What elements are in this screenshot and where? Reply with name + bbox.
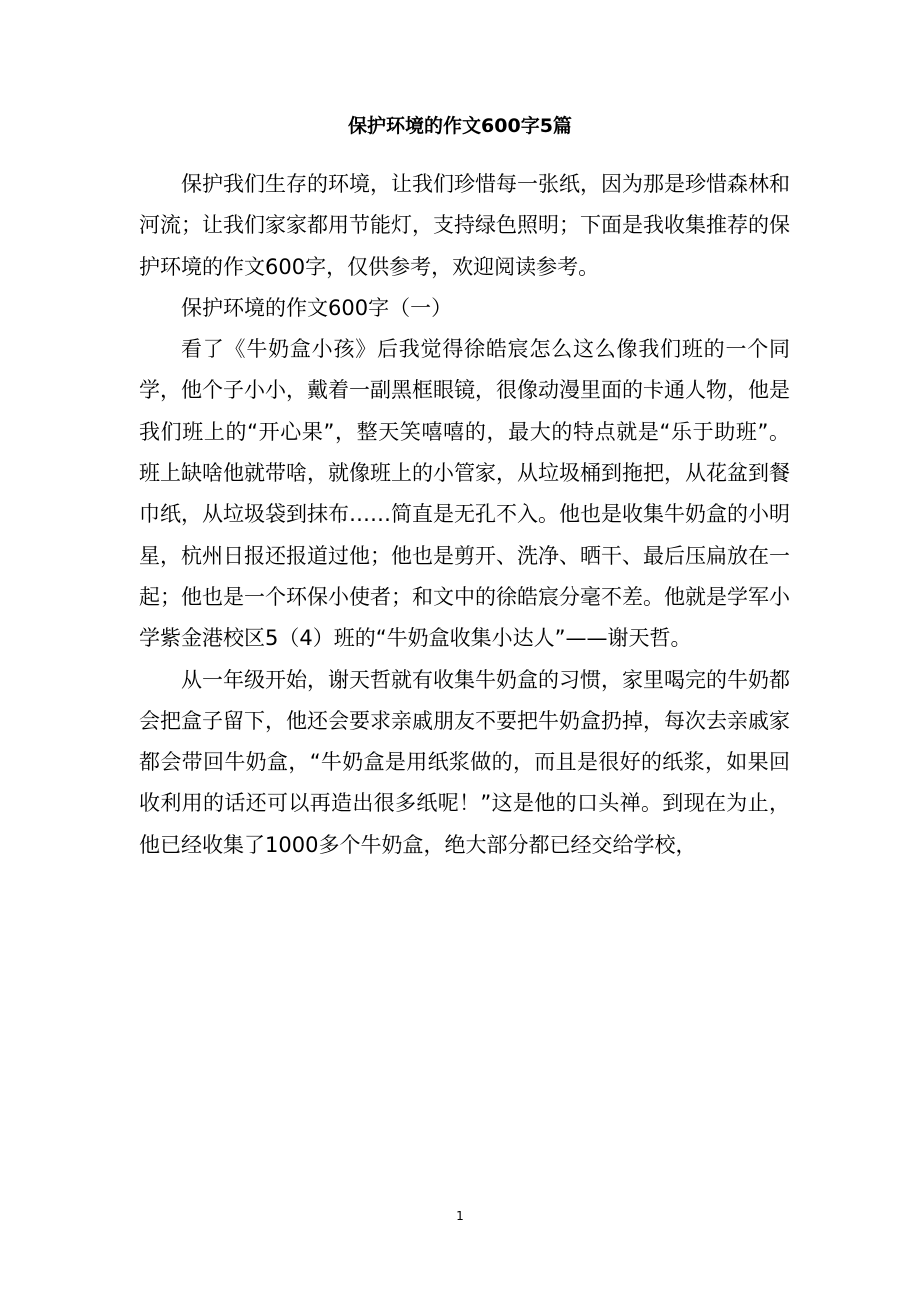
paragraph-intro: 保护我们生存的环境，让我们珍惜每一张纸，因为那是珍惜森林和河流；让我们家家都用节能灯，支持绿色照明；下面是我收集推荐的保护环境的作文600字，仅供参考，欢迎阅读参考。 xyxy=(139,172,790,279)
document-title: 保护环境的作文600字5篇 xyxy=(348,115,572,137)
paragraph-section-heading: 保护环境的作文600字（一） xyxy=(181,295,453,320)
page-number: 1 xyxy=(456,1209,464,1223)
paragraph-story-2: 从一年级开始，谢天哲就有收集牛奶盒的习惯，家里喝完的牛奶都会把盒子留下，他还会要求亲戚朋友不要把牛奶盒扔掉，每次去亲戚家都会带回牛奶盒，“牛奶盒是用纸浆做的，而且是很好的纸浆，如果回收利用的话还可以再造出很多纸呢！”这是他的口头禅。到现在为止，他已经收集了1000多个牛奶盒，绝大部分都已经交给学校， xyxy=(139,667,790,857)
paragraph-story-1: 看了《牛奶盒小孩》后我觉得徐皓宸怎么这么像我们班的一个同学，他个子小小，戴着一副黑框眼镜，很像动漫里面的卡通人物，他是我们班上的“开心果”，整天笑嘻嘻的，最大的特点就是“乐于助班”。班上缺啥他就带啥，就像班上的小管家，从垃圾桶到拖把，从花盆到餐巾纸，从垃圾袋到抹布……简直是无孔不入。他也是收集牛奶盒的小明星，杭州日报还报道过他；他也是剪开、洗净、晒干、最后压扁放在一起；他也是一个环保小使者；和文中的徐皓宸分毫不差。他就是学军小学紫金港校区5（4）班的“牛奶盒收集小达人”——谢天哲。 xyxy=(139,337,790,651)
document-body xyxy=(139,164,790,866)
